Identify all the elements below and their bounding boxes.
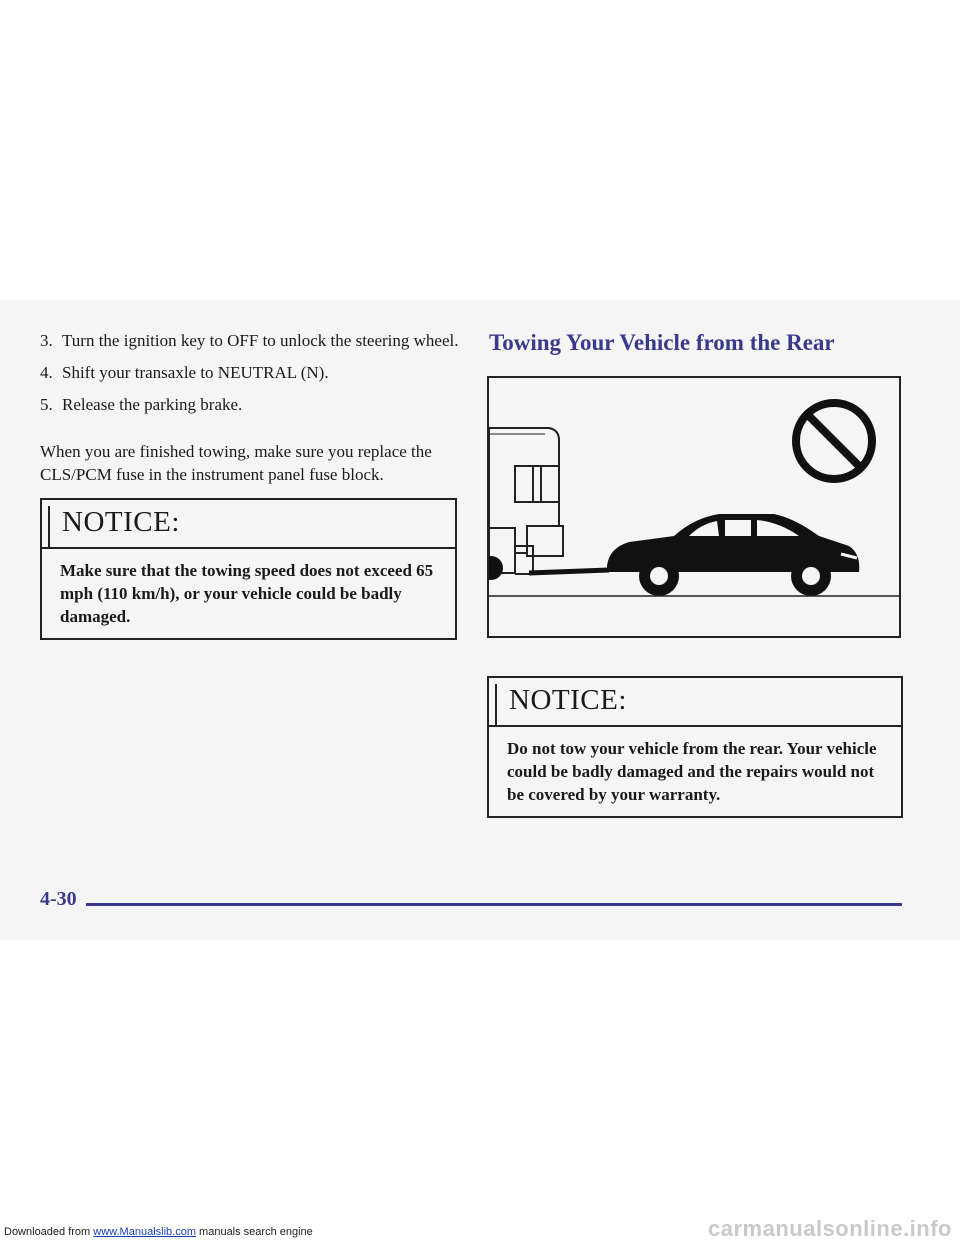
manualslib-link[interactable]: www.Manualslib.com: [93, 1226, 196, 1238]
notice-body: Do not tow your vehicle from the rear. Your vehicle could be badly damaged and the repairs would not be covered by your warranty.: [507, 739, 877, 804]
notice-body: Make sure that the towing speed does not exceed 65 mph (110 km/h), or your vehicle could be badly damaged.: [60, 561, 434, 626]
credit-prefix: Downloaded from: [4, 1226, 91, 1238]
step-item: [40, 330, 460, 352]
notice-title: NOTICE:: [489, 678, 901, 727]
notice-box-warranty: [487, 676, 903, 818]
step-text: Release the parking brake.: [62, 395, 243, 414]
notice-title: NOTICE:: [42, 500, 455, 549]
credit-suffix: manuals search engine: [199, 1226, 313, 1238]
step-item: [40, 362, 460, 384]
step-number: 3.: [40, 331, 53, 350]
watermark: carmanualsonline.info: [708, 1216, 952, 1241]
towing-illustration: [487, 376, 901, 638]
step-number: 5.: [40, 395, 53, 414]
section-heading: Towing Your Vehicle from the Rear: [489, 330, 835, 355]
download-credit: [4, 1226, 313, 1238]
step-number: 4.: [40, 363, 53, 382]
footer-rule: [86, 903, 902, 906]
step-text: Shift your transaxle to NEUTRAL (N).: [62, 363, 329, 382]
step-item: [40, 394, 460, 416]
notice-box-speed: [40, 498, 457, 640]
towing-from-rear-image: [489, 378, 899, 636]
step-text: Turn the ignition key to OFF to unlock the steering wheel.: [62, 331, 459, 350]
fuse-paragraph: When you are finished towing, make sure you replace the CLS/PCM fuse in the instrument panel fuse block.: [40, 442, 432, 484]
step-list: [40, 330, 460, 426]
page-number: 4-30: [40, 888, 77, 910]
